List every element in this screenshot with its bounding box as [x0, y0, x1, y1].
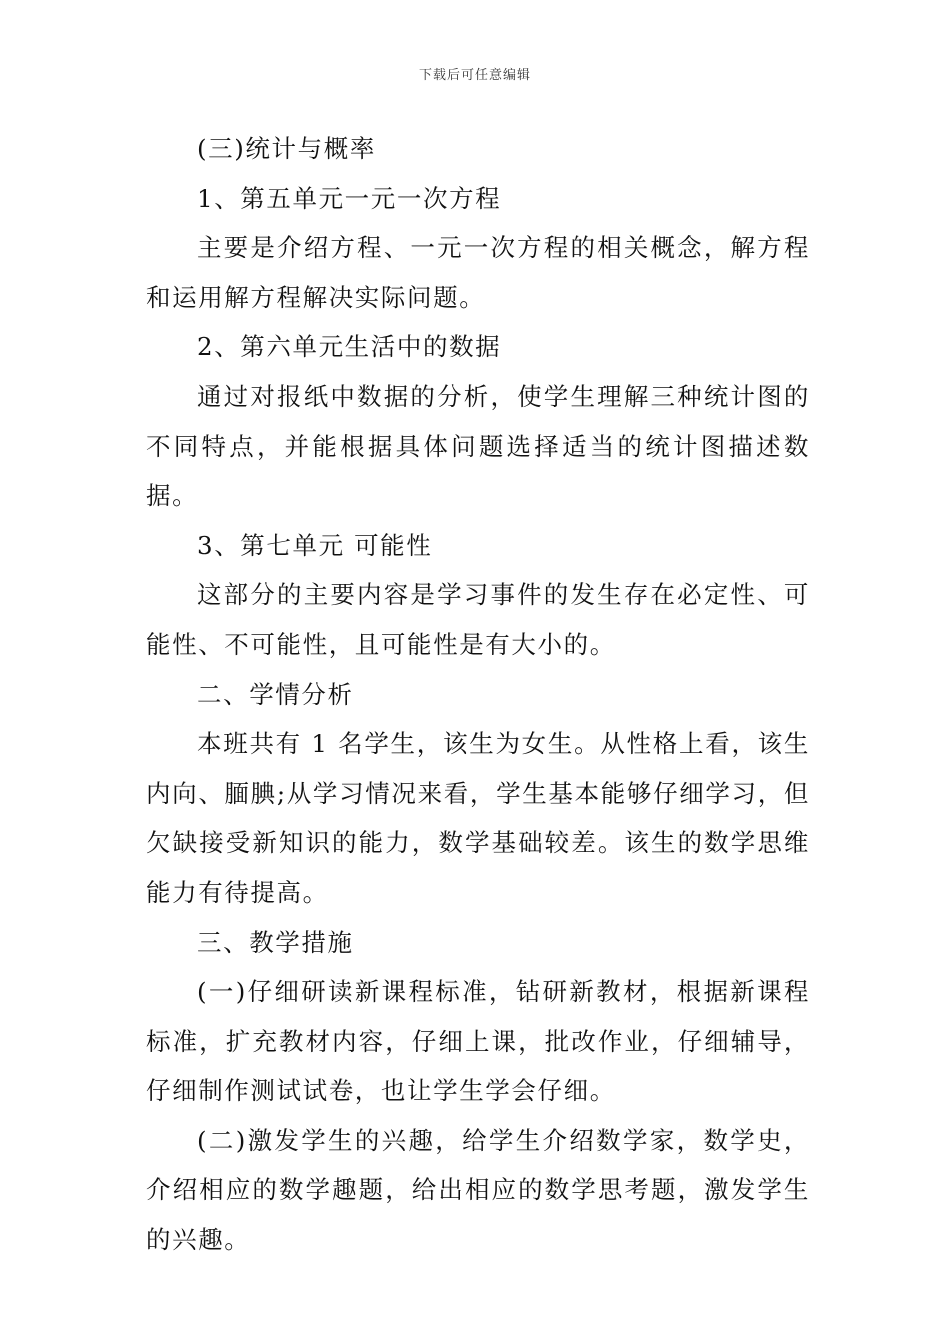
paragraph-student-analysis: 本班共有 1 名学生，该生为女生。从性格上看，该生内向、腼腆;从学习情况来看，学生基本能够仔细学习，但欠缺接受新知识的能力，数学基础较差。该生的数学思维能力有待提高。	[146, 729, 810, 907]
paragraph-unit-5: 主要是介绍方程、一元一次方程的相关概念，解方程和运用解方程解决实际问题。	[146, 233, 810, 312]
paragraph-unit-7: 这部分的主要内容是学习事件的发生存在必定性、可能性、不可能性，且可能性是有大小的。	[146, 580, 810, 659]
page-header: 下载后可任意编辑	[418, 68, 531, 83]
paragraph-measure-2: (二)激发学生的兴趣，给学生介绍数学家，数学史，介绍相应的数学趣题，给出相应的数学思考题，激发学生的兴趣。	[146, 1125, 810, 1255]
paragraph-unit-6: 通过对报纸中数据的分析，使学生理解三种统计图的不同特点，并能根据具体问题选择适当的统计图描述数据。	[146, 381, 810, 511]
document-body	[146, 124, 810, 1265]
unit-heading-6: 2、第六单元生活中的数据	[197, 332, 502, 362]
paragraph-measure-1: (一)仔细研读新课程标准，钻研新教材，根据新课程标准，扩充教材内容，仔细上课，批改作业，仔细辅导，仔细制作测试试卷，也让学生学会仔细。	[146, 977, 810, 1106]
unit-heading-7: 3、第七单元 可能性	[197, 530, 433, 560]
section-heading-student-analysis: 二、学情分析	[197, 679, 354, 709]
section-heading-statistics: (三)统计与概率	[197, 134, 376, 163]
section-heading-teaching-measures: 三、教学措施	[197, 927, 354, 957]
unit-heading-5: 1、第五单元一元一次方程	[197, 183, 502, 213]
